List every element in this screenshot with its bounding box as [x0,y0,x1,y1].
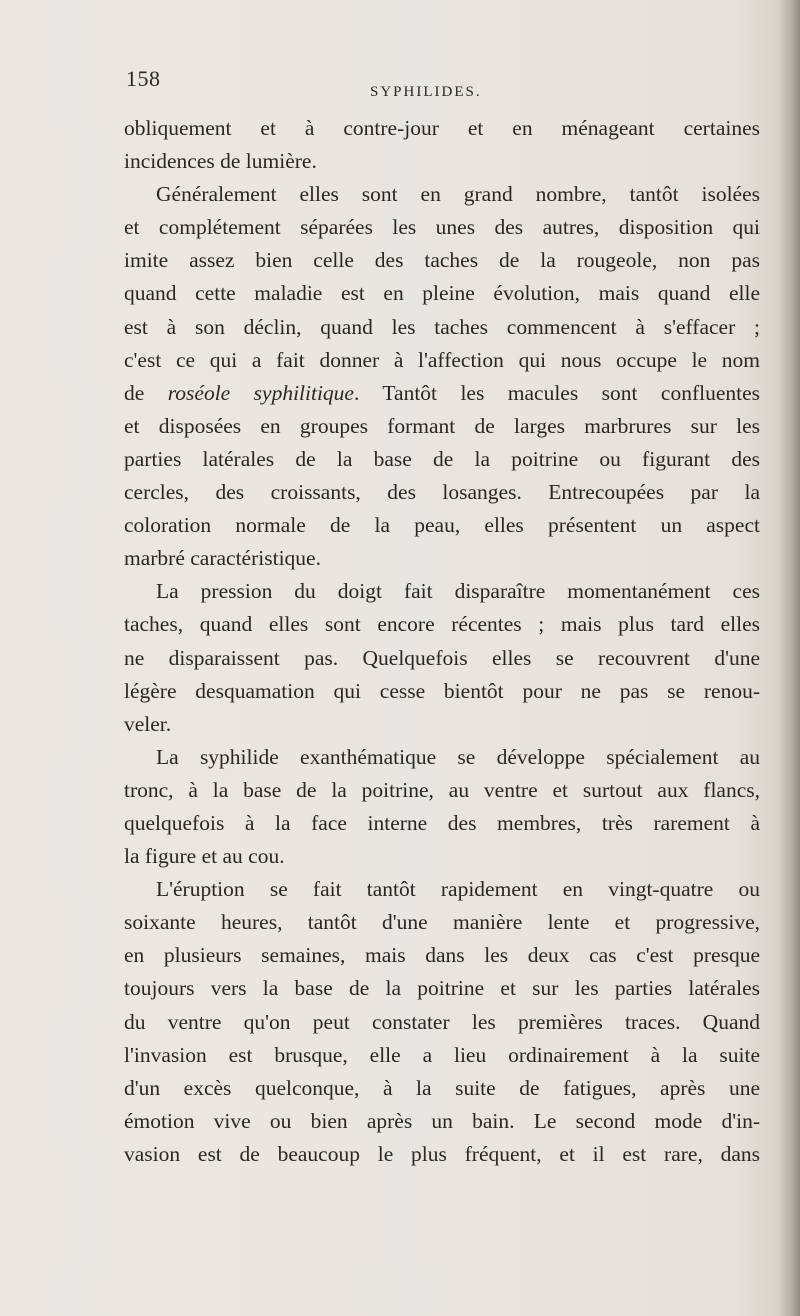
page-number: 158 [126,66,161,91]
text-line: ne disparaissent pas. Quelquefois elles se recouvrent d'une [124,645,760,670]
paragraph-start-line: La pression du doigt fait disparaître momentanément ces [156,579,760,604]
paragraph-start-line: L'éruption se fait tantôt rapidement en vingt-quatre ou [156,877,760,902]
italic-term: roséole syphilitique [167,380,354,405]
text-line: incidences de lumière. [124,149,317,174]
text-line: cercles, des croissants, des losanges. Entrecoupées par la [124,480,760,505]
text-segment: . Tantôt les macules sont confluentes [353,380,761,405]
text-line: émotion vive ou bien après un bain. Le second mode d'in- [124,1108,760,1133]
text-line [124,377,760,410]
text-line: et complétement séparées les unes des autres, disposition qui [124,215,760,240]
text-line: veler. [124,711,172,736]
text-line: tronc, à la base de la poitrine, au ventre et surtout aux flancs, [124,777,760,802]
text-line: quand cette maladie est en pleine évolution, mais quand elle [124,281,760,306]
text-line: en plusieurs semaines, mais dans les deux cas c'est presque [124,943,760,968]
text-line: obliquement et à contre-jour et en ménageant certaines [124,116,760,140]
page-edge-shadow [778,0,800,1316]
text-line: d'un excès quelconque, à la suite de fatigues, après une [124,1075,760,1100]
text-line: soixante heures, tantôt d'une manière lente et progressive, [124,910,760,935]
text-line: légère desquamation qui cesse bientôt pour ne pas se renou- [124,678,760,703]
text-line: toujours vers la base de la poitrine et sur les parties latérales [124,976,760,1001]
text-line: quelquefois à la face interne des membres, très rarement à [124,810,760,835]
running-head: SYPHILIDES. [370,84,482,100]
text-line: parties latérales de la base de la poitrine ou figurant des [124,446,760,471]
text-line: imite assez bien celle des taches de la rougeole, non pas [124,248,760,273]
paragraph-start-line: La syphilide exanthématique se développe spécialement au [156,744,760,769]
text-line: marbré caractéristique. [124,546,321,571]
text-line: c'est ce qui a fait donner à l'affection qui nous occupe le nom [124,347,760,372]
text-line: du ventre qu'on peut constater les premières traces. Quand [124,1009,760,1034]
body-text [124,112,760,1171]
page-header [0,66,800,106]
text-line: et disposées en groupes formant de larges marbrures sur les [124,413,760,438]
text-segment: de [124,380,168,405]
text-line: coloration normale de la peau, elles présentent un aspect [124,513,760,538]
text-line: taches, quand elles sont encore récentes ; mais plus tard elles [124,612,760,637]
text-line: la figure et au cou. [124,844,285,869]
text-line: l'invasion est brusque, elle a lieu ordinairement à la suite [124,1042,760,1067]
text-line: est à son déclin, quand les taches commencent à s'effacer ; [124,314,760,339]
paragraph-start-line: Généralement elles sont en grand nombre, tantôt isolées [156,182,760,207]
text-line: vasion est de beaucoup le plus fréquent, et il est rare, dans [124,1141,760,1166]
